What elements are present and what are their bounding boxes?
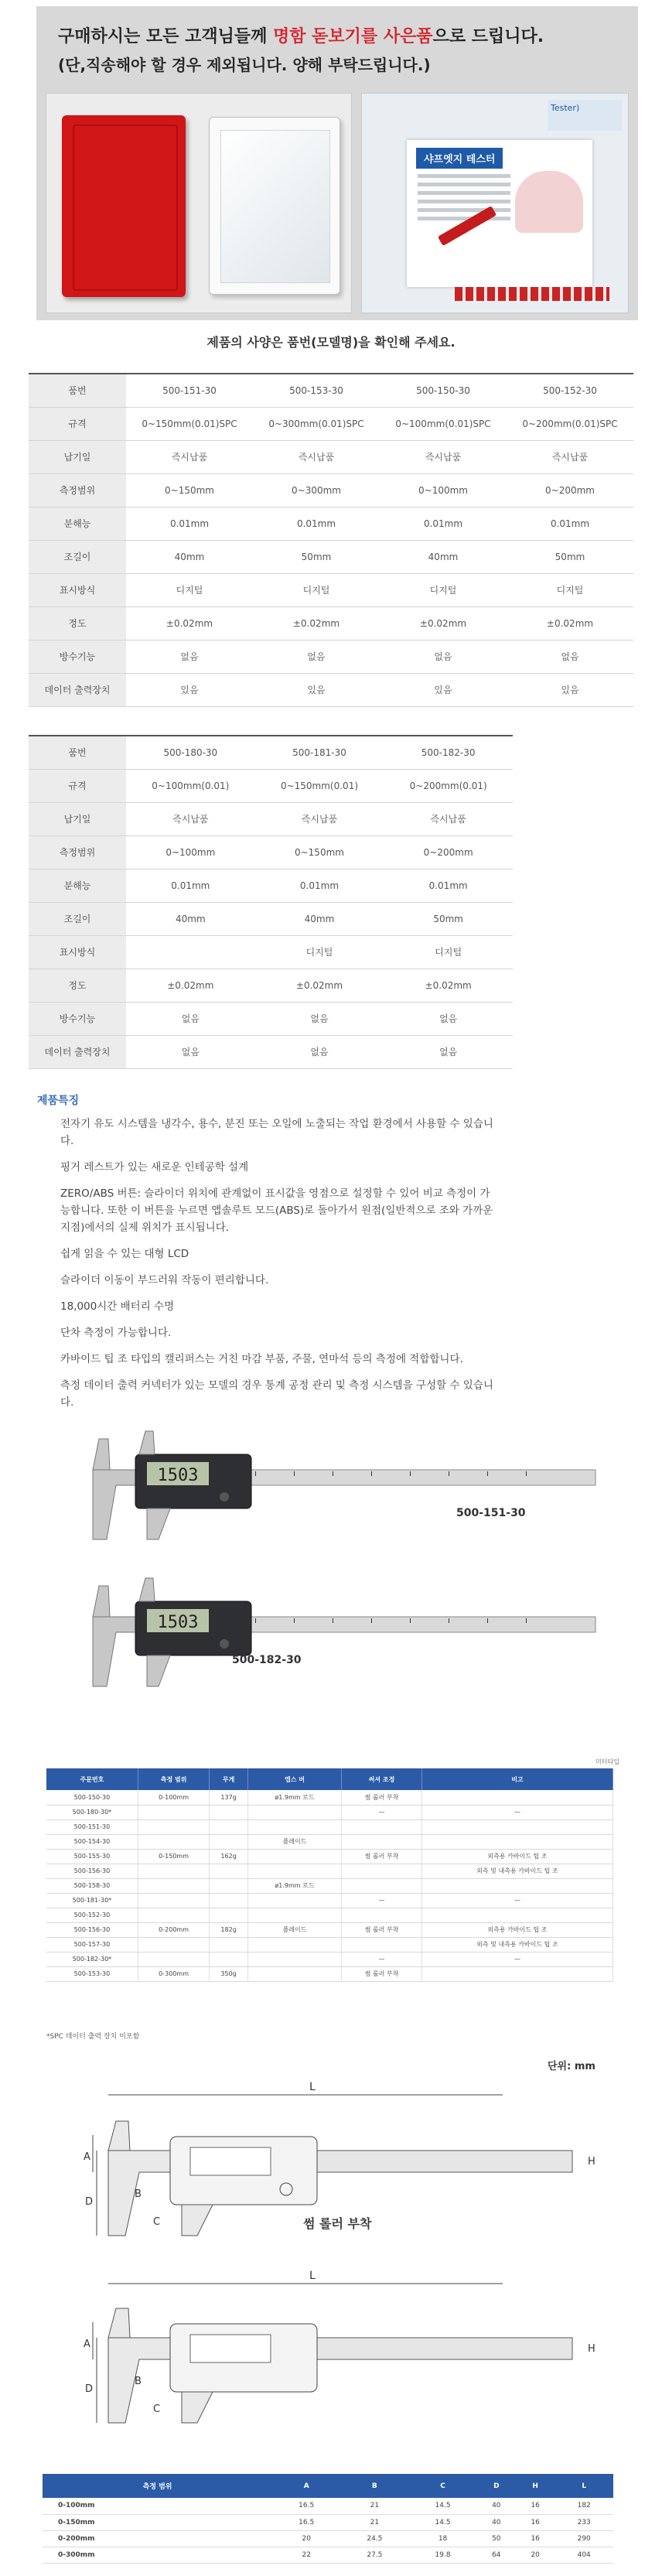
- lcd-reading-1: 1503: [157, 1466, 199, 1485]
- order-cell: [210, 1908, 248, 1922]
- magnifier-in-use-photo: [361, 93, 629, 313]
- spec-label: 데이터 출력장치: [29, 673, 126, 706]
- order-row: [46, 1878, 613, 1893]
- spec-value: 0~150mm(0.01): [255, 769, 384, 802]
- order-cell: 0-300mm: [138, 1966, 209, 1981]
- spec-value: ±0.02mm: [126, 969, 255, 1002]
- spec-row: [29, 573, 633, 606]
- order-cell: [210, 1819, 248, 1834]
- order-cell: 외측용 카바이드 팁 조: [421, 1922, 613, 1937]
- spec-value: 500-153-30: [253, 374, 380, 407]
- order-cell: —: [342, 1805, 422, 1819]
- order-cell: [210, 1878, 248, 1893]
- spec-value: 0~100mm(0.01)SPC: [380, 407, 507, 440]
- order-cell: 500-155-30: [46, 1849, 138, 1864]
- spec-row: [29, 1035, 513, 1068]
- order-cell: 500-158-30: [46, 1878, 138, 1893]
- spec-value: 0~200mm: [384, 835, 513, 869]
- spec-table-2: [29, 735, 513, 1069]
- order-cell: [138, 1937, 209, 1952]
- order-cell: [342, 1878, 422, 1893]
- caliper-image-2: [62, 1570, 619, 1710]
- order-row: [46, 1819, 613, 1834]
- order-cell: [138, 1952, 209, 1966]
- spec-row: [29, 835, 513, 869]
- spec-value: ±0.02mm: [507, 606, 633, 640]
- spec-value: ±0.02mm: [384, 969, 513, 1002]
- spec-value: 즉시납품: [253, 440, 380, 473]
- svg-text:A: A: [84, 2339, 90, 2350]
- features-list: [60, 1115, 493, 1420]
- feature-item: 단차 측정이 가능합니다.: [60, 1327, 172, 1339]
- spec-label: 측정범위: [29, 835, 126, 869]
- order-cell: 500-156-30: [46, 1922, 138, 1937]
- order-cell: 137g: [210, 1790, 248, 1805]
- spec-value: 0.01mm: [384, 869, 513, 902]
- spec-value: 500-180-30: [126, 736, 255, 769]
- leaflet-tag: Tester): [548, 100, 622, 131]
- order-cell: 500-151-30: [46, 1819, 138, 1834]
- spec-value: 즉시납품: [126, 440, 253, 473]
- spec-value: 0.01mm: [507, 507, 633, 540]
- dims-cell: 182: [555, 2498, 613, 2514]
- spec-heading: 제품의 사양은 품번(모델명)을 확인해 주세요.: [206, 335, 456, 350]
- order-cell: [421, 1878, 613, 1893]
- order-header-cell: 무게: [210, 1768, 248, 1790]
- order-cell: 500-182-30*: [46, 1952, 138, 1966]
- spec-value: 있음: [380, 673, 507, 706]
- dims-cell: 14.5: [408, 2498, 476, 2514]
- spec-value: 없음: [507, 640, 633, 673]
- promo-subline: (단,직송해야 할 경우 제외됩니다. 양해 부탁드립니다.): [58, 56, 431, 74]
- spec-value: 없음: [384, 1035, 513, 1068]
- order-cell: [138, 1908, 209, 1922]
- svg-text:L: L: [309, 2270, 316, 2282]
- spec-value: 0~200mm(0.01)SPC: [507, 407, 633, 440]
- leaflet-title: 샤프엣지 테스터: [416, 148, 503, 169]
- unit-label: 단위: mm: [548, 2061, 595, 2072]
- order-row: [46, 1864, 613, 1878]
- dims-cell: 19.8: [408, 2547, 476, 2563]
- spec-value: 즉시납품: [255, 802, 384, 835]
- dims-cell: 0-300mm: [43, 2547, 272, 2563]
- spec-value: 0~100mm(0.01): [126, 769, 255, 802]
- spec-value: 디지털: [507, 573, 633, 606]
- spec-value: 40mm: [126, 540, 253, 573]
- spec-row: [29, 1002, 513, 1035]
- order-cell: [247, 1908, 341, 1922]
- spec-value: 디지털: [253, 573, 380, 606]
- dims-cell: 18: [408, 2530, 476, 2547]
- order-cell: [247, 1966, 341, 1981]
- spec-label: 조길이: [29, 902, 126, 935]
- spec-label: 정도: [29, 606, 126, 640]
- order-table: [46, 1768, 613, 1982]
- dims-row: [43, 2498, 613, 2514]
- spec-label: 표시방식: [29, 573, 126, 606]
- svg-text:A: A: [84, 2151, 90, 2163]
- spec-row: [29, 507, 633, 540]
- spec-label: 규격: [29, 407, 126, 440]
- spec-value: 0.01mm: [253, 507, 380, 540]
- dims-header-cell: 측정 범위: [43, 2474, 272, 2498]
- order-cell: 162g: [210, 1849, 248, 1864]
- spec-value: ±0.02mm: [380, 606, 507, 640]
- order-cell: [421, 1834, 613, 1849]
- feature-item: 슬라이더 이동이 부드러워 작동이 편리합니다.: [60, 1274, 269, 1286]
- spec-label: 표시방식: [29, 935, 126, 969]
- order-header-cell: 비고: [421, 1768, 613, 1790]
- spec-value: 없음: [384, 1002, 513, 1035]
- spec-table-1: [29, 373, 633, 707]
- features-title: 제품특징: [37, 1095, 80, 1107]
- spec-value: 없음: [380, 640, 507, 673]
- spec-value: 디지털: [384, 935, 513, 969]
- order-cell: [138, 1864, 209, 1878]
- spec-row: [29, 540, 633, 573]
- caliper-image-1: [62, 1423, 619, 1563]
- spec-row: [29, 935, 513, 969]
- dims-cell: 16: [516, 2530, 555, 2547]
- order-header-cell: 엡스 버: [247, 1768, 341, 1790]
- order-cell: [421, 1790, 613, 1805]
- order-cell: [138, 1805, 209, 1819]
- order-cell: —: [421, 1952, 613, 1966]
- spec-value: 0~200mm(0.01): [384, 769, 513, 802]
- order-header-cell: 측정 범위: [138, 1768, 209, 1790]
- order-cell: [421, 1819, 613, 1834]
- red-magnifier-case: [62, 115, 186, 297]
- order-cell: [342, 1908, 422, 1922]
- spec-row: [29, 407, 633, 440]
- spec-row: [29, 769, 513, 802]
- spec-value: ±0.02mm: [253, 606, 380, 640]
- order-cell: 500-150-30: [46, 1790, 138, 1805]
- order-cell: 외측용 카바이드 팁 조: [421, 1849, 613, 1864]
- dimension-table: [43, 2474, 613, 2564]
- spec-value: 500-182-30: [384, 736, 513, 769]
- dims-cell: 16: [516, 2514, 555, 2530]
- spec-value: ±0.02mm: [126, 606, 253, 640]
- thumb-roller-label: 썸 롤러 부착: [303, 2216, 372, 2231]
- order-cell: —: [342, 1952, 422, 1966]
- spec-label: 데이터 출력장치: [29, 1035, 126, 1068]
- order-cell: [138, 1819, 209, 1834]
- order-cell: [247, 1864, 341, 1878]
- dims-cell: 20: [272, 2530, 340, 2547]
- spec-value: 없음: [126, 1002, 255, 1035]
- dims-cell: 0-200mm: [43, 2530, 272, 2547]
- spec-value: 없음: [126, 640, 253, 673]
- dims-cell: 27.5: [340, 2547, 408, 2563]
- dims-header-cell: B: [340, 2474, 408, 2498]
- spec-value: 없음: [126, 1035, 255, 1068]
- order-cell: 500-180-30*: [46, 1805, 138, 1819]
- order-cell: [138, 1878, 209, 1893]
- order-cell: 350g: [210, 1966, 248, 1981]
- spec-value: 50mm: [253, 540, 380, 573]
- order-cell: [247, 1819, 341, 1834]
- spec-row: [29, 606, 633, 640]
- svg-text:D: D: [85, 2383, 94, 2395]
- order-row: [46, 1805, 613, 1819]
- order-cell: 외측 및 내측용 카바이드 팁 조: [421, 1937, 613, 1952]
- feature-item: ZERO/ABS 버튼: 슬라이더 위치에 관계없이 표시값을 영점으로 설정할 수 있어 비교 측정이 가능합니다. 또한 이 버튼을 누르면 앱솔루트 모드(ABS)로 돌아가서 원점(일반적으로 조와 가까운 지점)에서의 실제 위치가 표시됩니다.: [60, 1187, 493, 1234]
- spec-row: [29, 440, 633, 473]
- order-cell: —: [421, 1893, 613, 1908]
- order-header-cell: 써셔 조정: [342, 1768, 422, 1790]
- dims-cell: 40: [477, 2514, 516, 2530]
- order-cell: —: [342, 1893, 422, 1908]
- dims-cell: 40: [477, 2498, 516, 2514]
- spec-value: 0.01mm: [255, 869, 384, 902]
- dims-header-cell: H: [516, 2474, 555, 2498]
- dims-header-cell: C: [408, 2474, 476, 2498]
- order-cell: 외측 및 내측용 카바이드 팁 조: [421, 1864, 613, 1878]
- order-cell: ø1.9mm 로드: [247, 1878, 341, 1893]
- spec-row: [29, 969, 513, 1002]
- order-cell: [138, 1834, 209, 1849]
- spec-value: 0.01mm: [126, 869, 255, 902]
- order-cell: [342, 1834, 422, 1849]
- svg-text:H: H: [588, 2343, 595, 2355]
- svg-text:B: B: [135, 2188, 142, 2200]
- leaflet-sheet: [407, 140, 592, 287]
- order-cell: 500-181-30*: [46, 1893, 138, 1908]
- dims-cell: 50: [477, 2530, 516, 2547]
- spec-label: 방수기능: [29, 1002, 126, 1035]
- spec-value: 없음: [253, 640, 380, 673]
- spec-value: 0.01mm: [126, 507, 253, 540]
- spec-label: 조길이: [29, 540, 126, 573]
- spec-value: 있음: [126, 673, 253, 706]
- dims-cell: 64: [477, 2547, 516, 2563]
- spec-value: 디지털: [380, 573, 507, 606]
- dims-cell: 14.5: [408, 2514, 476, 2530]
- dims-cell: 16.5: [272, 2498, 340, 2514]
- svg-text:C: C: [153, 2403, 161, 2415]
- order-table-note-top: 미터타입: [595, 1758, 619, 1765]
- spec-row: [29, 869, 513, 902]
- order-header-cell: 주문번호: [46, 1768, 138, 1790]
- spec-label: 분해능: [29, 507, 126, 540]
- dims-row: [43, 2514, 613, 2530]
- spec-value: 500-150-30: [380, 374, 507, 407]
- order-cell: [247, 1849, 341, 1864]
- spec-value: 0~150mm: [126, 473, 253, 507]
- spec-row: [29, 673, 633, 706]
- spec-value: 0~150mm: [255, 835, 384, 869]
- spec-label: 측정범위: [29, 473, 126, 507]
- spec-label: 정도: [29, 969, 126, 1002]
- spec-value: 디지털: [126, 573, 253, 606]
- dims-header-cell: D: [477, 2474, 516, 2498]
- dimension-drawing-2: [54, 2268, 611, 2446]
- spec-value: 40mm: [126, 902, 255, 935]
- order-cell: ø1.9mm 로드: [247, 1790, 341, 1805]
- dims-cell: 404: [555, 2547, 613, 2563]
- spec-value: 0~300mm: [253, 473, 380, 507]
- dims-cell: 22: [272, 2547, 340, 2563]
- spec-value: 0~100mm: [126, 835, 255, 869]
- svg-text:H: H: [588, 2156, 595, 2168]
- order-row: [46, 1922, 613, 1937]
- order-cell: [247, 1937, 341, 1952]
- spec-value: 50mm: [507, 540, 633, 573]
- spec-row: [29, 640, 633, 673]
- leaflet-hand-image: [515, 171, 583, 233]
- promo-highlight: 명함 돋보기를 사은품: [273, 27, 433, 46]
- spec-value: 즉시납품: [380, 440, 507, 473]
- order-row: [46, 1834, 613, 1849]
- order-cell: [247, 1893, 341, 1908]
- spec-label: 규격: [29, 769, 126, 802]
- svg-text:L: L: [309, 2081, 316, 2093]
- feature-item: 쉽게 읽을 수 있는 대형 LCD: [60, 1248, 189, 1260]
- spec-value: 0.01mm: [380, 507, 507, 540]
- spec-value: 0~300mm(0.01)SPC: [253, 407, 380, 440]
- order-cell: 0-100mm: [138, 1790, 209, 1805]
- order-row: [46, 1790, 613, 1805]
- dims-cell: 24.5: [340, 2530, 408, 2547]
- leaflet-text-lines: [418, 174, 510, 225]
- order-cell: [210, 1834, 248, 1849]
- order-cell: [247, 1805, 341, 1819]
- order-row: [46, 1849, 613, 1864]
- spec-value: 40mm: [255, 902, 384, 935]
- product-model-label-1: 500-151-30: [456, 1507, 526, 1519]
- feature-item: 카바이드 팁 조 타입의 캘리퍼스는 거친 마감 부품, 주물, 연마석 등의 측정에 적합합니다.: [60, 1353, 463, 1365]
- gift-promo-banner: [36, 6, 638, 320]
- promo-headline: 구매하시는 모든 고객님들께 명함 돋보기를 사은품으로 드립니다.: [58, 27, 544, 46]
- order-row: [46, 1966, 613, 1981]
- order-cell: 500-153-30: [46, 1966, 138, 1981]
- spec-row: [29, 902, 513, 935]
- dims-cell: 290: [555, 2530, 613, 2547]
- order-cell: [210, 1805, 248, 1819]
- order-cell: 플레이드: [247, 1922, 341, 1937]
- feature-item: 18,000시간 배터리 수명: [60, 1300, 175, 1313]
- spec-label: 분해능: [29, 869, 126, 902]
- order-cell: 500-154-30: [46, 1834, 138, 1849]
- spec-row: [29, 736, 513, 769]
- dims-cell: 20: [516, 2547, 555, 2563]
- card-magnifier-photo: [46, 93, 352, 313]
- order-cell: 500-152-30: [46, 1908, 138, 1922]
- feature-item: 핑거 레스트가 있는 새로운 인테공학 설계: [60, 1161, 249, 1174]
- spec-value: 0~200mm: [507, 473, 633, 507]
- svg-text:B: B: [135, 2376, 142, 2387]
- spec-value: 즉시납품: [507, 440, 633, 473]
- spec-row: [29, 374, 633, 407]
- svg-text:C: C: [153, 2216, 161, 2228]
- dims-cell: 16: [516, 2498, 555, 2514]
- spec-label: 납기일: [29, 440, 126, 473]
- dims-cell: 21: [340, 2514, 408, 2530]
- spec-value: 500-151-30: [126, 374, 253, 407]
- order-row: [46, 1893, 613, 1908]
- order-cell: 썸 롤러 부착: [342, 1922, 422, 1937]
- dims-cell: 233: [555, 2514, 613, 2530]
- spec-value: 40mm: [380, 540, 507, 573]
- spec-value: 없음: [255, 1035, 384, 1068]
- feature-item: 전자기 유도 시스템을 냉각수, 용수, 분진 또는 오일에 노출되는 작업 환경에서 사용할 수 있습니다.: [60, 1118, 493, 1147]
- order-cell: 182g: [210, 1922, 248, 1937]
- order-cell: [421, 1908, 613, 1922]
- product-model-label-2: 500-182-30: [232, 1654, 302, 1666]
- spec-value: 디지털: [255, 935, 384, 969]
- order-cell: [210, 1952, 248, 1966]
- spec-value: [126, 935, 255, 969]
- spec-value: 500-152-30: [507, 374, 633, 407]
- spec-value: 있음: [507, 673, 633, 706]
- order-cell: 0-150mm: [138, 1849, 209, 1864]
- order-cell: [421, 1966, 613, 1981]
- order-cell: [138, 1893, 209, 1908]
- svg-text:D: D: [85, 2196, 94, 2208]
- order-cell: [342, 1819, 422, 1834]
- dims-cell: 16.5: [272, 2514, 340, 2530]
- spec-label: 납기일: [29, 802, 126, 835]
- spec-value: 0~150mm(0.01)SPC: [126, 407, 253, 440]
- spec-value: 500-181-30: [255, 736, 384, 769]
- order-cell: 0-200mm: [138, 1922, 209, 1937]
- order-cell: [210, 1864, 248, 1878]
- order-cell: 썸 롤러 부착: [342, 1790, 422, 1805]
- dims-cell: 0-150mm: [43, 2514, 272, 2530]
- order-cell: [342, 1937, 422, 1952]
- spec-label: 품번: [29, 374, 126, 407]
- feature-item: 측정 데이터 출력 커넥터가 있는 모델의 경우 통계 공정 관리 및 측정 시스템을 구성할 수 있습니다.: [60, 1379, 493, 1409]
- dims-cell: 0-100mm: [43, 2498, 272, 2514]
- order-row: [46, 1937, 613, 1952]
- spec-value: ±0.02mm: [255, 969, 384, 1002]
- order-cell: 썸 롤러 부착: [342, 1849, 422, 1864]
- order-cell: 500-157-30: [46, 1937, 138, 1952]
- spec-row: [29, 802, 513, 835]
- red-bead-strip: [455, 287, 609, 301]
- order-cell: 500-156-30: [46, 1864, 138, 1878]
- spec-label: 품번: [29, 736, 126, 769]
- spec-row: [29, 473, 633, 507]
- order-cell: [210, 1893, 248, 1908]
- dims-header-cell: A: [272, 2474, 340, 2498]
- order-cell: 썸 롤러 부착: [342, 1966, 422, 1981]
- order-cell: 플레이드: [247, 1834, 341, 1849]
- spec-label: 방수기능: [29, 640, 126, 673]
- dims-row: [43, 2530, 613, 2547]
- order-row: [46, 1952, 613, 1966]
- spec-value: 0~100mm: [380, 473, 507, 507]
- clear-magnifier-card: [209, 117, 340, 295]
- dims-row: [43, 2547, 613, 2563]
- order-cell: [247, 1952, 341, 1966]
- lcd-reading-2: 1503: [157, 1613, 199, 1632]
- dims-cell: 21: [340, 2498, 408, 2514]
- spec-value: 있음: [253, 673, 380, 706]
- order-cell: —: [421, 1805, 613, 1819]
- spec-value: 없음: [255, 1002, 384, 1035]
- spec-value: 즉시납품: [384, 802, 513, 835]
- order-row: [46, 1908, 613, 1922]
- order-table-note-bottom: *SPC 데이터 출력 장치 미포함: [46, 2033, 140, 2041]
- spec-value: 즉시납품: [126, 802, 255, 835]
- order-cell: [210, 1937, 248, 1952]
- dims-header-cell: L: [555, 2474, 613, 2498]
- spec-value: 50mm: [384, 902, 513, 935]
- order-cell: [342, 1864, 422, 1878]
